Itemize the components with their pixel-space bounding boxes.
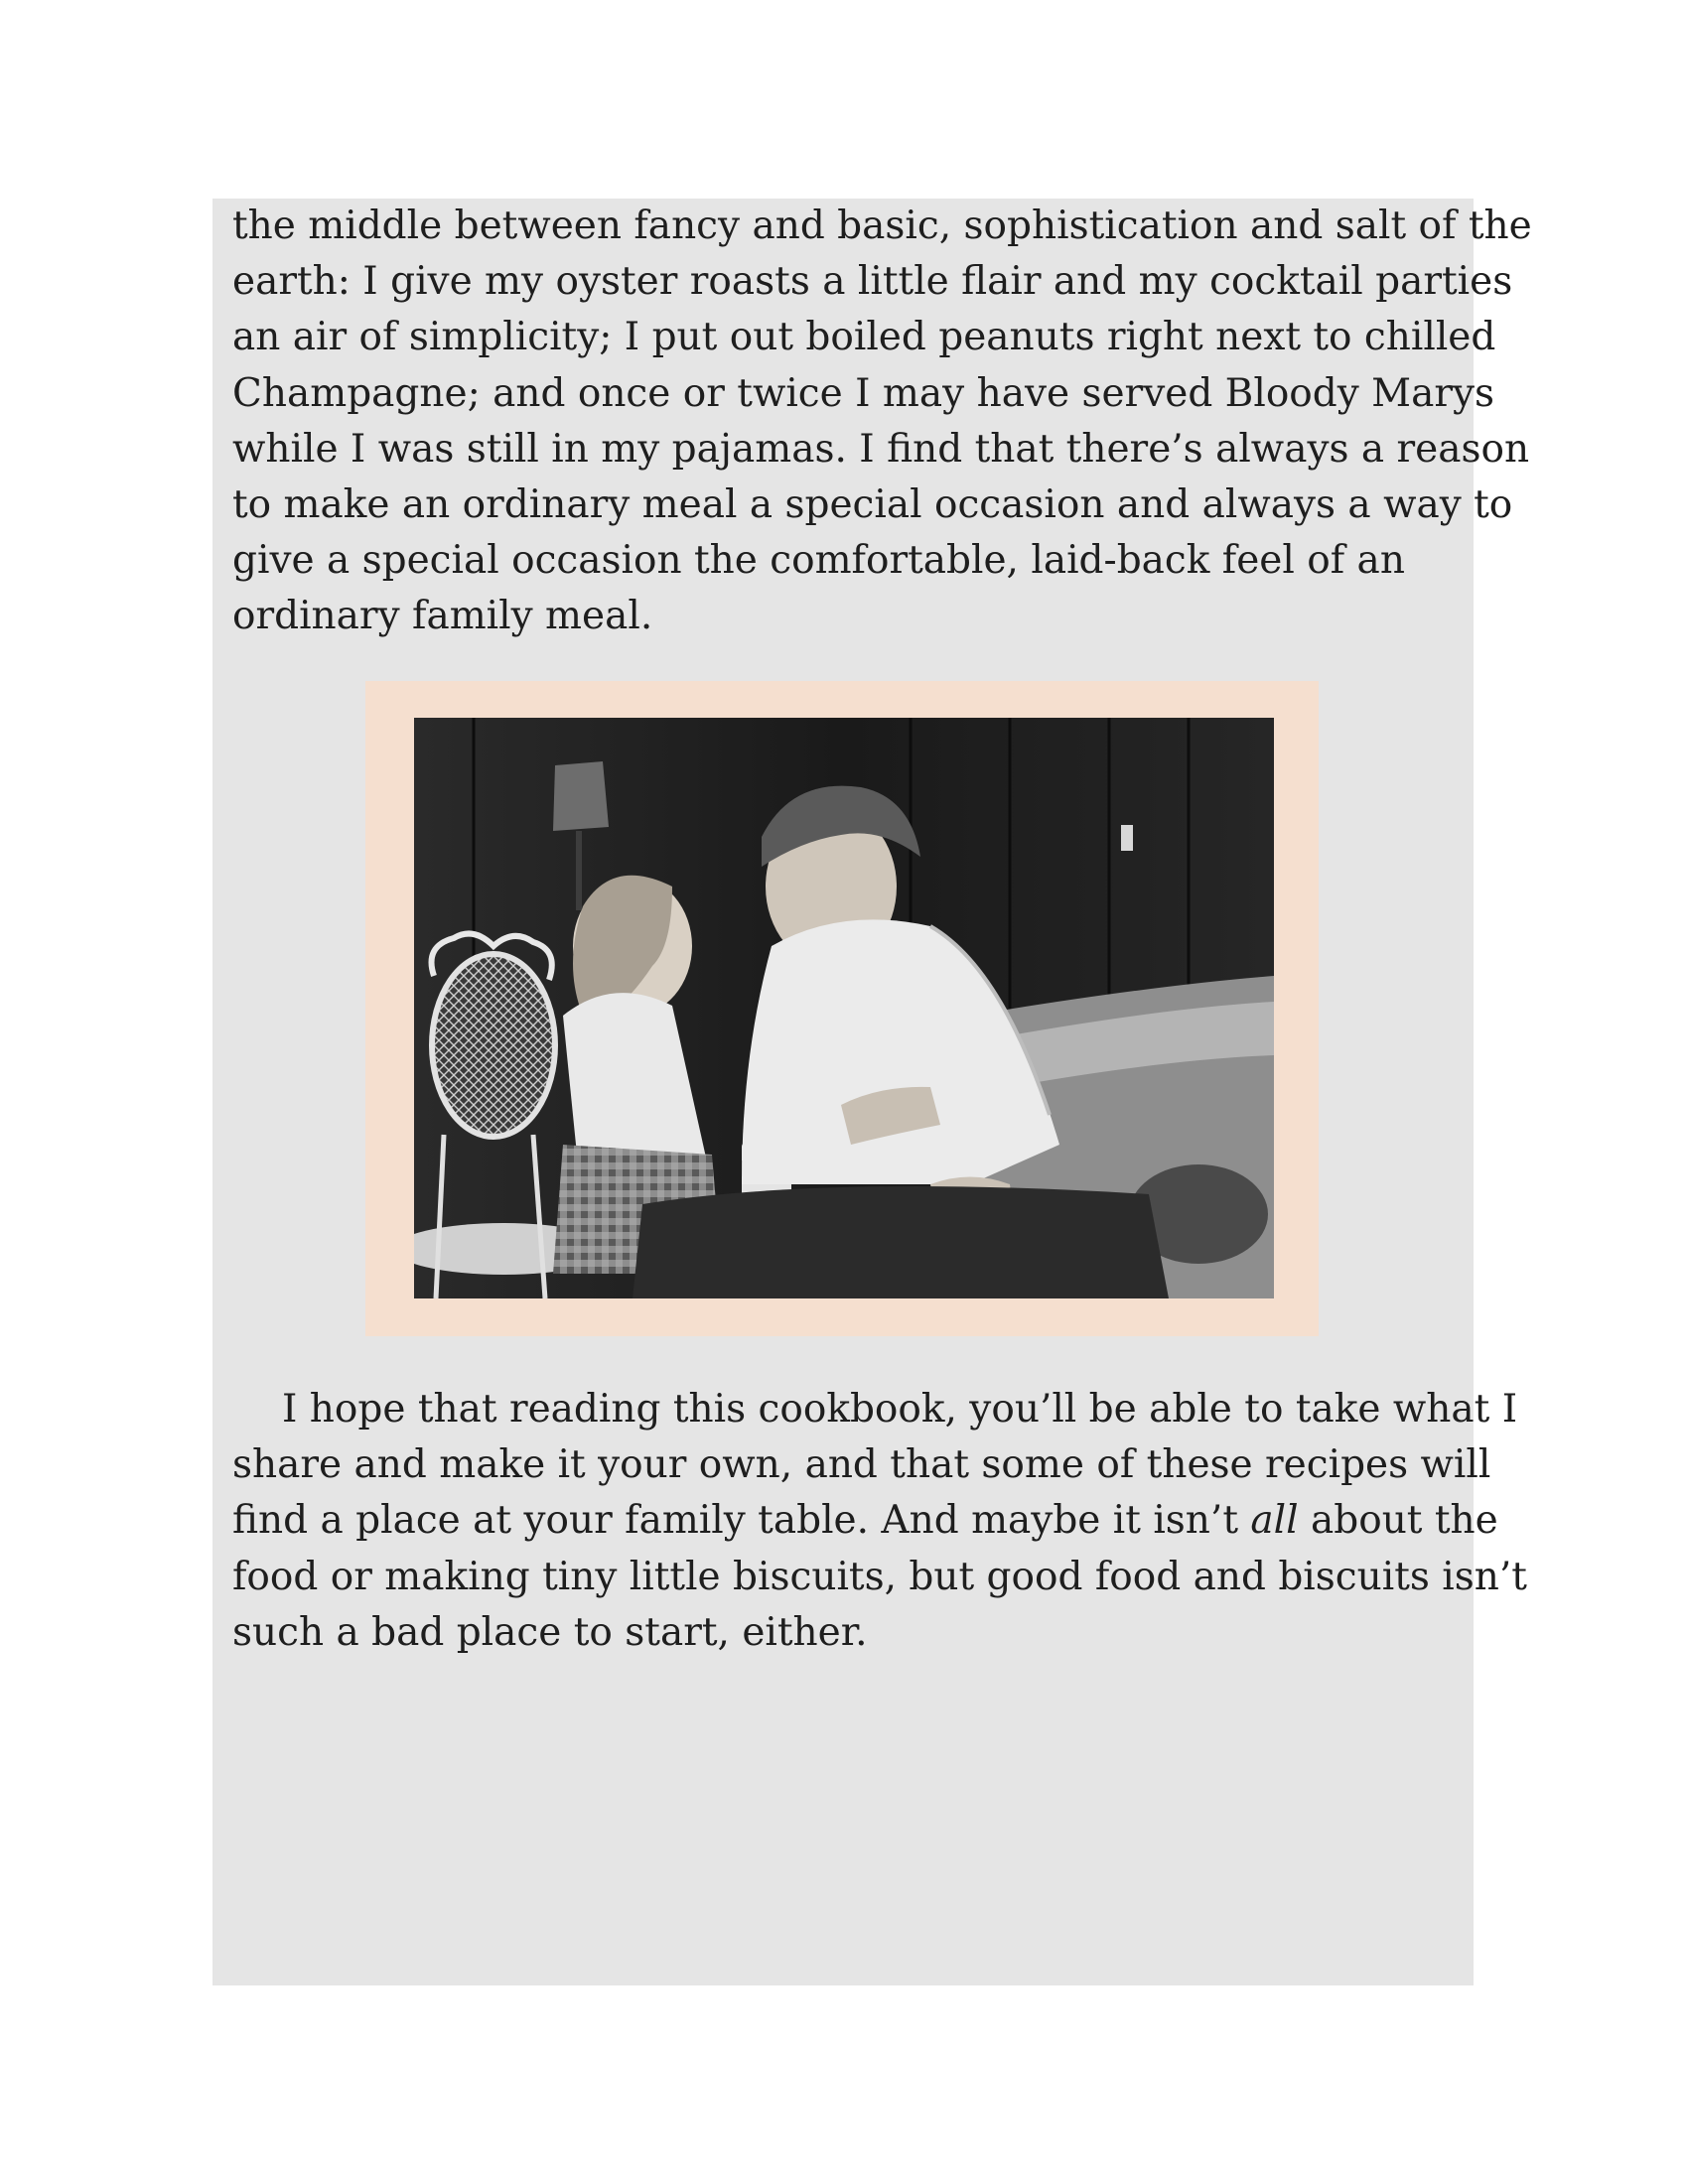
- family-photo: [414, 718, 1274, 1298]
- text-line: share and make it your own, and that some of these recipes will: [232, 1442, 1491, 1488]
- text-line: ordinary family meal.: [232, 594, 653, 639]
- text-line: an air of simplicity; I put out boiled peanuts right next to chilled: [232, 315, 1496, 360]
- text-line: food or making tiny little biscuits, but good food and biscuits isn’t: [232, 1554, 1527, 1599]
- paragraph-top: [232, 199, 1532, 645]
- text-line: I hope that reading this cookbook, you’ll be able to take what I: [282, 1387, 1518, 1432]
- text-segment: find a place at your family table. And maybe it isn’t: [232, 1498, 1251, 1544]
- text-line: the middle between fancy and basic, sophistication and salt of the: [232, 204, 1532, 248]
- text-line: earth: I give my oyster roasts a little flair and my cocktail parties: [232, 259, 1513, 305]
- photo-illustration: [414, 718, 1274, 1298]
- text-line: while I was still in my pajamas. I find that there’s always a reason: [232, 426, 1530, 472]
- text-line: such a bad place to start, either.: [232, 1609, 868, 1655]
- text-line: Champagne; and once or twice I may have served Bloody Marys: [232, 370, 1495, 416]
- text-segment: about the: [1298, 1498, 1498, 1544]
- paragraph-bottom: [232, 1382, 1527, 1661]
- text-line: give a special occasion the comfortable, laid-back feel of an: [232, 538, 1405, 584]
- emphasis-word: all: [1250, 1498, 1299, 1544]
- text-line: [232, 1493, 1498, 1549]
- text-line: to make an ordinary meal a special occasion and always a way to: [232, 482, 1513, 528]
